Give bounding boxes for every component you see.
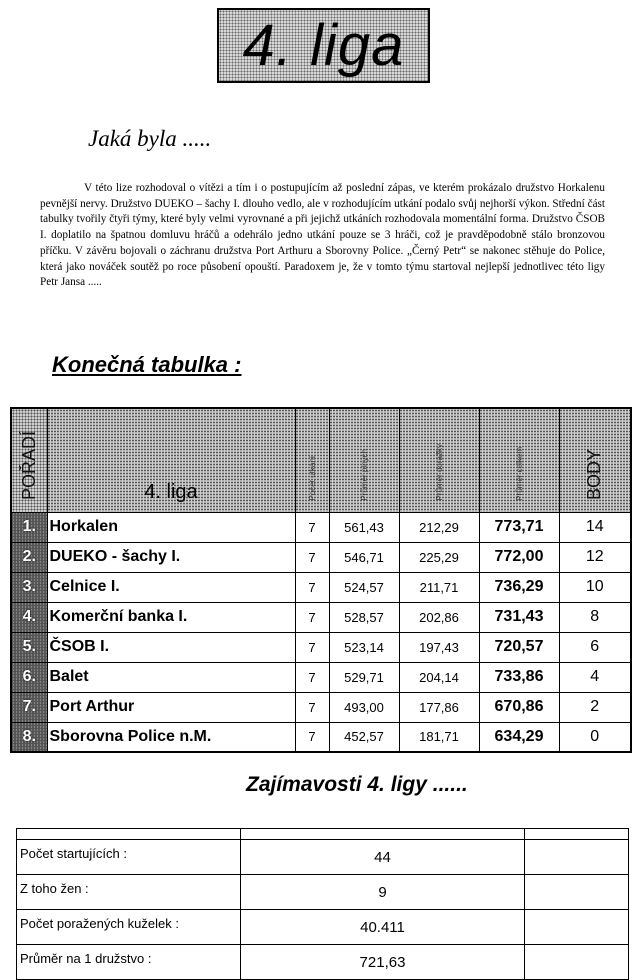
col-b-cell: 181,71 [399, 722, 479, 752]
page-title: 4. liga [242, 13, 405, 78]
intro-paragraph: V této lize rozhodoval o vítězi a tím i o postupujícím až poslední zápas, ve kterém prokázalo družstvo Horkalenu pevnější nervy. Družstvo DUEKO – šachy I. dlouho vedlo, ale v rozhodujícím utkání podalo svůj nejhorší výkon. Střední část tabulky tvořily čtyři týmy, které byly velmi vyrovnané a při jejichž utkáních rozhodovala momentální forma. Družstvo ČSOB I. doplatilo na špatnou domluvu hráčů a odehrálo jedno utkání pouze se 3 hráči, což je pravděpodobně stálo bronzovou příčku. V závěru bojovali o záchranu družstva Port Arthuru a Sborovny Police. „Černý Petr“ se nakonec stěhuje do Police, která jako nováček soutěž po roce působení opouští. Paradoxem je, že v tomto týmu startoval nejlepší jednotlivec této ligy Petr Jansa ..... [40, 182, 605, 289]
table-row [17, 945, 629, 980]
interest-empty [525, 875, 629, 910]
interest-empty [525, 840, 629, 875]
col-a-cell: 493,00 [329, 692, 399, 722]
header-points: BODY [559, 408, 631, 512]
interest-label: Z toho žen : [17, 875, 241, 910]
total-cell: 772,00 [479, 542, 559, 572]
rank-cell: 4. [11, 602, 47, 632]
col-b-cell: 211,71 [399, 572, 479, 602]
table-row [11, 572, 631, 602]
table-row [11, 602, 631, 632]
rank-cell: 1. [11, 512, 47, 542]
header-col-b: Průměr dorážky [399, 408, 479, 512]
points-cell: 8 [559, 602, 631, 632]
matches-cell: 7 [295, 722, 329, 752]
header-league: 4. liga [47, 408, 295, 512]
col-a-cell: 529,71 [329, 662, 399, 692]
rank-cell: 7. [11, 692, 47, 722]
interest-label: Průměr na 1 družstvo : [17, 945, 241, 980]
matches-cell: 7 [295, 602, 329, 632]
table-row [17, 840, 629, 875]
rank-cell: 8. [11, 722, 47, 752]
team-cell: Horkalen [47, 512, 295, 542]
header-col-a: Průměr plných [329, 408, 399, 512]
points-cell: 0 [559, 722, 631, 752]
total-cell: 720,57 [479, 632, 559, 662]
team-cell: Komerční banka I. [47, 602, 295, 632]
table-row [11, 512, 631, 542]
total-cell: 773,71 [479, 512, 559, 542]
table-row [17, 875, 629, 910]
total-cell: 670,86 [479, 692, 559, 722]
total-cell: 736,29 [479, 572, 559, 602]
table-row [11, 722, 631, 752]
team-cell: Balet [47, 662, 295, 692]
total-cell: 733,86 [479, 662, 559, 692]
table-row [11, 632, 631, 662]
col-b-cell: 204,14 [399, 662, 479, 692]
header-rank: POŘADÍ [11, 408, 47, 512]
col-a-cell: 523,14 [329, 632, 399, 662]
intro-heading: Jaká byla ..... [88, 126, 212, 151]
col-a-cell: 546,71 [329, 542, 399, 572]
matches-cell: 7 [295, 632, 329, 662]
table-row [11, 662, 631, 692]
page-title-box [217, 8, 430, 83]
team-cell: Port Arthur [47, 692, 295, 722]
team-cell: ČSOB I. [47, 632, 295, 662]
table-row [17, 910, 629, 945]
col-b-cell: 177,86 [399, 692, 479, 722]
col-a-cell: 561,43 [329, 512, 399, 542]
points-cell: 4 [559, 662, 631, 692]
matches-cell: 7 [295, 542, 329, 572]
points-cell: 10 [559, 572, 631, 602]
standings-table [10, 407, 632, 753]
interest-value: 9 [241, 875, 525, 910]
header-matches: Počet utkání [295, 408, 329, 512]
col-a-cell: 528,57 [329, 602, 399, 632]
points-cell: 2 [559, 692, 631, 722]
rank-cell: 6. [11, 662, 47, 692]
matches-cell: 7 [295, 692, 329, 722]
matches-cell: 7 [295, 662, 329, 692]
interest-label: Počet startujících : [17, 840, 241, 875]
col-a-cell: 524,57 [329, 572, 399, 602]
standings-heading: Konečná tabulka : [52, 352, 242, 377]
col-a-cell: 452,57 [329, 722, 399, 752]
team-cell: Sborovna Police n.M. [47, 722, 295, 752]
col-b-cell: 197,43 [399, 632, 479, 662]
interest-heading: Zajímavosti 4. ligy ...... [246, 773, 468, 796]
total-cell: 731,43 [479, 602, 559, 632]
table-row [11, 542, 631, 572]
interest-value: 721,63 [241, 945, 525, 980]
interest-empty [525, 945, 629, 980]
rank-cell: 2. [11, 542, 47, 572]
rank-cell: 5. [11, 632, 47, 662]
total-cell: 634,29 [479, 722, 559, 752]
interest-table [16, 828, 629, 980]
points-cell: 12 [559, 542, 631, 572]
col-b-cell: 225,29 [399, 542, 479, 572]
points-cell: 6 [559, 632, 631, 662]
team-cell: Celnice I. [47, 572, 295, 602]
interest-value: 40.411 [241, 910, 525, 945]
interest-empty [525, 910, 629, 945]
team-cell: DUEKO - šachy I. [47, 542, 295, 572]
matches-cell: 7 [295, 572, 329, 602]
interest-label: Počet poražených kuželek : [17, 910, 241, 945]
matches-cell: 7 [295, 512, 329, 542]
table-row [11, 692, 631, 722]
header-col-c: Průměr celkem [479, 408, 559, 512]
col-b-cell: 212,29 [399, 512, 479, 542]
interest-top-row [17, 829, 629, 840]
col-b-cell: 202,86 [399, 602, 479, 632]
interest-value: 44 [241, 840, 525, 875]
points-cell: 14 [559, 512, 631, 542]
rank-cell: 3. [11, 572, 47, 602]
standings-header-row [11, 408, 631, 512]
